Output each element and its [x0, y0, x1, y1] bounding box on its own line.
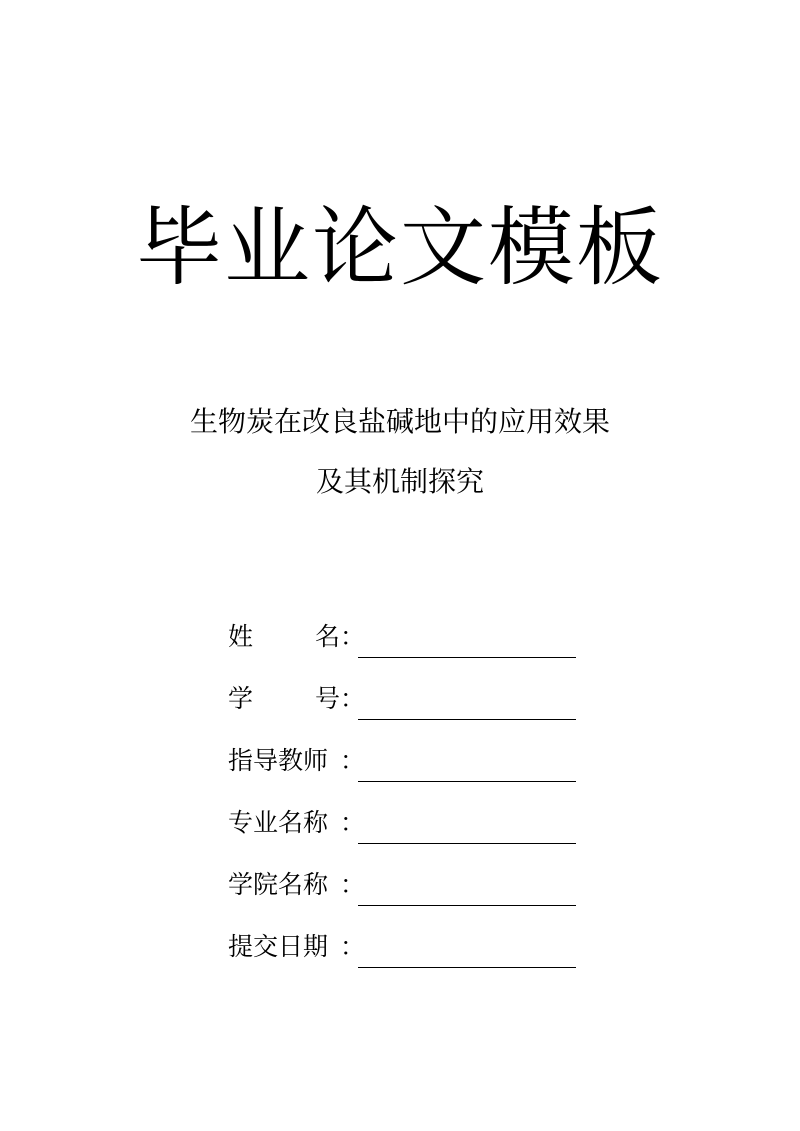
field-row-college	[228, 854, 588, 916]
field-colon: ：	[340, 746, 366, 775]
field-row-submit-date	[228, 916, 588, 978]
field-row-name	[228, 606, 588, 668]
advisor-blank-line[interactable]	[358, 753, 576, 782]
name-blank-line[interactable]	[358, 629, 576, 658]
field-colon: ：	[340, 808, 366, 837]
field-colon: ：	[340, 622, 366, 651]
field-label-name-part-2: 名	[314, 622, 340, 651]
student-id-blank-line[interactable]	[358, 691, 576, 720]
info-fields	[228, 606, 588, 978]
field-colon: ：	[340, 684, 366, 713]
major-blank-line[interactable]	[358, 815, 576, 844]
field-label-submit-date: 提交日期	[228, 932, 329, 961]
field-label-name	[228, 619, 340, 655]
submit-date-blank-line[interactable]	[358, 939, 576, 968]
thesis-subtitle-line-2: 及其机制探究	[315, 465, 484, 498]
college-blank-line[interactable]	[358, 877, 576, 906]
field-colon: ：	[340, 870, 366, 899]
field-label-name-part-1: 姓	[228, 622, 254, 651]
field-label-college: 学院名称	[228, 870, 329, 899]
field-row-student-id	[228, 668, 588, 730]
field-label-student-id-part-1: 学	[228, 684, 254, 713]
field-colon: ：	[340, 932, 366, 961]
field-row-advisor	[228, 730, 588, 792]
field-label-advisor: 指导教师	[228, 746, 329, 775]
field-label-student-id	[228, 681, 340, 717]
field-row-major	[228, 792, 588, 854]
thesis-subtitle-line-1: 生物炭在改良盐碱地中的应用效果	[189, 405, 610, 438]
field-label-major: 专业名称	[228, 808, 329, 837]
page-title: 毕业论文模板	[136, 198, 664, 298]
field-label-student-id-part-2: 号	[314, 684, 340, 713]
